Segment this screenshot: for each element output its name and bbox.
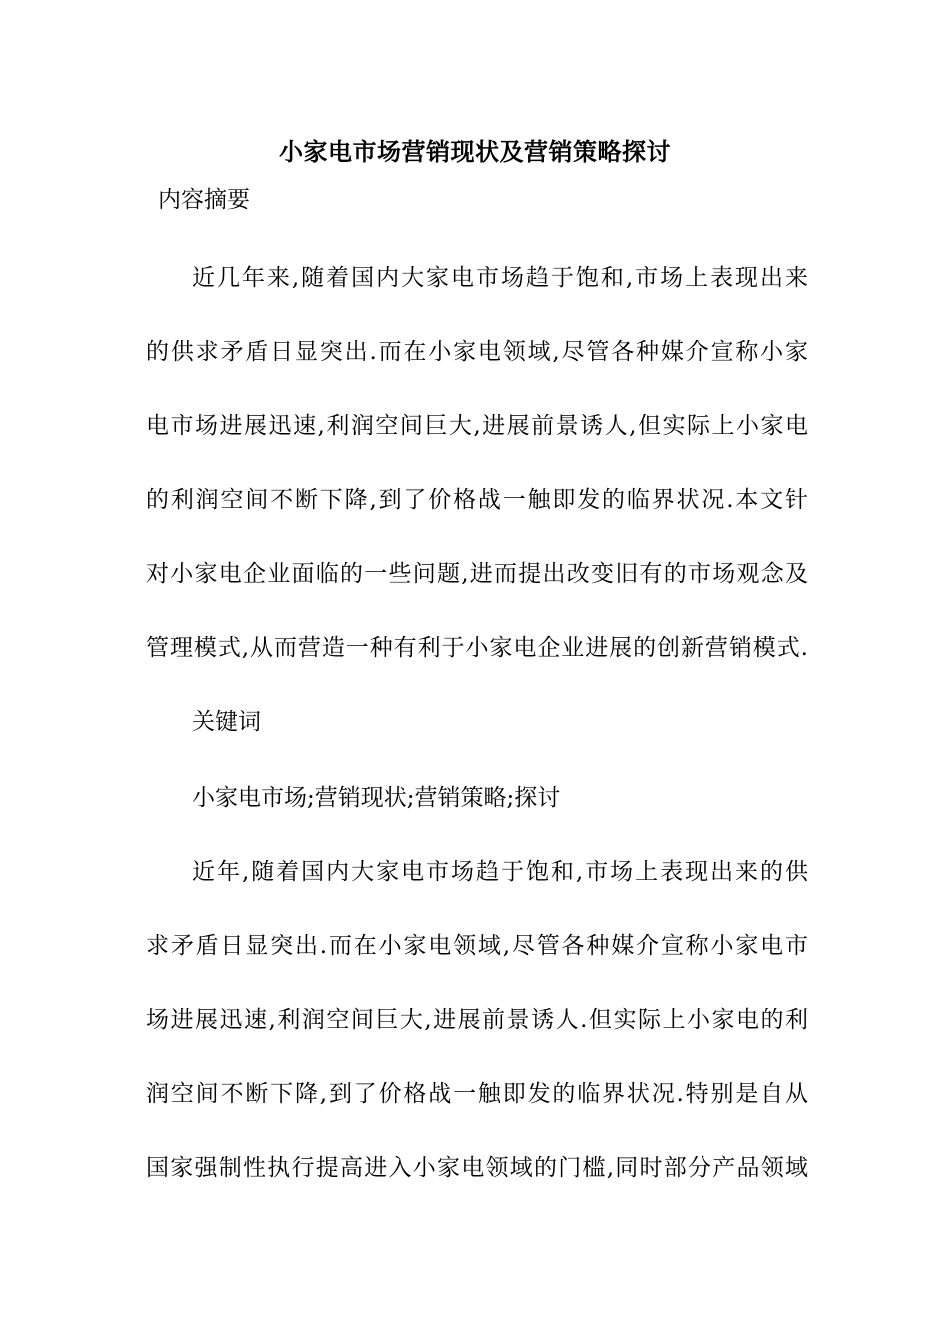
body-line-5: 国家强制性执行提高进入小家电领域的门槛,同时部分产品领域: [146, 1155, 808, 1181]
document-title: 小家电市场营销现状及营销策略探讨: [279, 137, 671, 166]
keywords-list: 小家电市场;营销现状;营销策略;探讨: [192, 785, 561, 811]
abstract-line-5: 对小家电企业面临的一些问题,进而提出改变旧有的市场观念及: [146, 561, 808, 587]
abstract-line-4: 的利润空间不断下降,到了价格战一触即发的临界状况.本文针: [146, 487, 808, 513]
body-line-3: 场进展迅速,利润空间巨大,进展前景诱人.但实际上小家电的利: [146, 1007, 808, 1033]
abstract-heading: 内容摘要: [158, 187, 250, 213]
abstract-line-1: 近几年来,随着国内大家电市场趋于饱和,市场上表现出来: [192, 265, 808, 291]
body-line-1: 近年,随着国内大家电市场趋于饱和,市场上表现出来的供: [192, 859, 808, 885]
abstract-line-6: 管理模式,从而营造一种有利于小家电企业进展的创新营销模式.: [146, 635, 808, 661]
abstract-line-3: 电市场进展迅速,利润空间巨大,进展前景诱人,但实际上小家电: [146, 413, 808, 439]
body-line-2: 求矛盾日显突出.而在小家电领域,尽管各种媒介宣称小家电市: [146, 933, 808, 959]
keywords-heading: 关键词: [192, 709, 261, 735]
abstract-line-2: 的供求矛盾日显突出.而在小家电领域,尽管各种媒介宣称小家: [146, 339, 808, 365]
body-line-4: 润空间不断下降,到了价格战一触即发的临界状况.特别是自从: [146, 1081, 808, 1107]
